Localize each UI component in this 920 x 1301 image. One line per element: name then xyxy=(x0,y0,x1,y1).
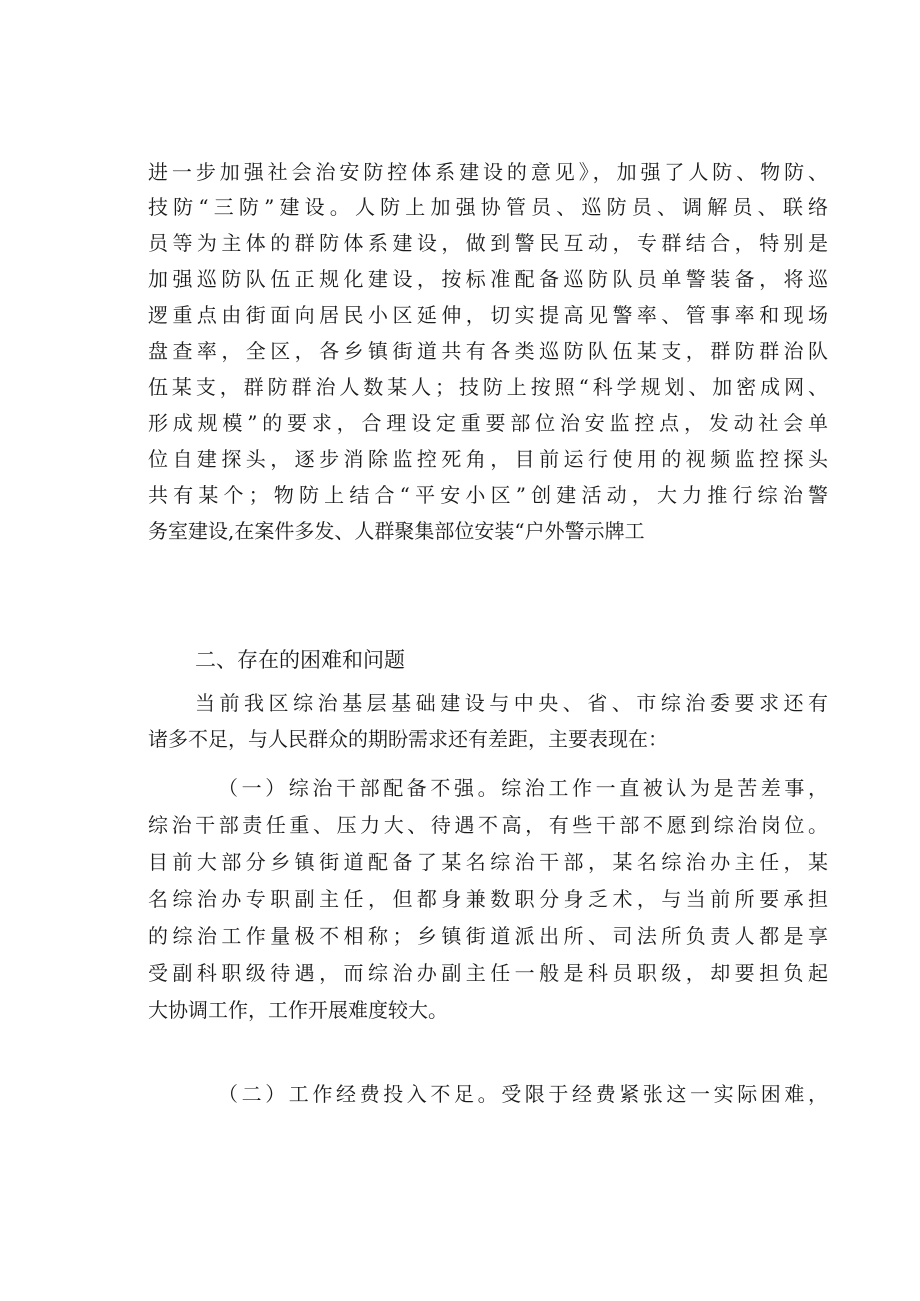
paragraph-line: 位自建探头，逐步消除监控死角，目前运行使用的视频监控探头 xyxy=(148,447,828,471)
paragraph-line: 目前大部分乡镇街道配备了某名综治干部，某名综治办主任，某 xyxy=(148,850,828,874)
paragraph-line: 盘查率，全区，各乡镇街道共有各类巡防队伍某支，群防群治队 xyxy=(148,339,828,363)
section-heading: 二、存在的困难和问题 xyxy=(195,648,405,672)
paragraph-line: 受副科职级待遇，而综治办副主任一般是科员职级，却要担负起 xyxy=(148,961,828,985)
paragraph-line: 综治干部责任重、压力大、待遇不高，有些干部不愿到综治岗位。 xyxy=(148,813,828,837)
paragraph-3 xyxy=(148,770,828,1029)
paragraph-line: 当前我区综治基层基础建设与中央、省、市综治委要求还有 xyxy=(195,691,828,715)
paragraph-line: （二）工作经费投入不足。受限于经费紧张这一实际困难， xyxy=(218,1082,828,1106)
paragraph-2 xyxy=(148,685,828,757)
paragraph-line: 的综治工作量极不相称；乡镇街道派出所、司法所负责人都是享 xyxy=(148,924,828,948)
paragraph-line: 逻重点由街面向居民小区延伸，切实提高见警率、管事率和现场 xyxy=(148,303,828,327)
section-heading-block xyxy=(148,642,828,678)
paragraph-line: 大协调工作，工作开展难度较大。 xyxy=(148,998,448,1022)
paragraph-line: 技防“三防”建设。人防上加强协管员、巡防员、调解员、联络 xyxy=(148,195,828,219)
paragraph-line: （一）综治干部配备不强。综治工作一直被认为是苦差事， xyxy=(218,776,828,800)
paragraph-1 xyxy=(148,155,828,549)
paragraph-line: 加强巡防队伍正规化建设，按标准配备巡防队员单警装备，将巡 xyxy=(148,267,828,291)
paragraph-line: 伍某支，群防群治人数某人；技防上按照“科学规划、加密成网、 xyxy=(148,375,828,399)
paragraph-4 xyxy=(148,1076,828,1112)
paragraph-line: 进一步加强社会治安防控体系建设的意见》，加强了人防、物防、 xyxy=(148,160,828,184)
paragraph-line: 务室建设,在案件多发、人群聚集部位安装“户外警示牌工 xyxy=(148,519,645,543)
paragraph-line: 共有某个；物防上结合“平安小区”创建活动，大力推行综治警 xyxy=(148,483,828,507)
paragraph-line: 名综治办专职副主任，但都身兼数职分身乏术，与当前所要承担 xyxy=(148,887,828,911)
paragraph-line: 形成规模”的要求，合理设定重要部位治安监控点，发动社会单 xyxy=(148,411,828,435)
paragraph-line: 诸多不足，与人民群众的期盼需求还有差距，主要表现在： xyxy=(148,727,668,751)
paragraph-line: 员等为主体的群防体系建设，做到警民互动，专群结合，特别是 xyxy=(148,231,828,255)
